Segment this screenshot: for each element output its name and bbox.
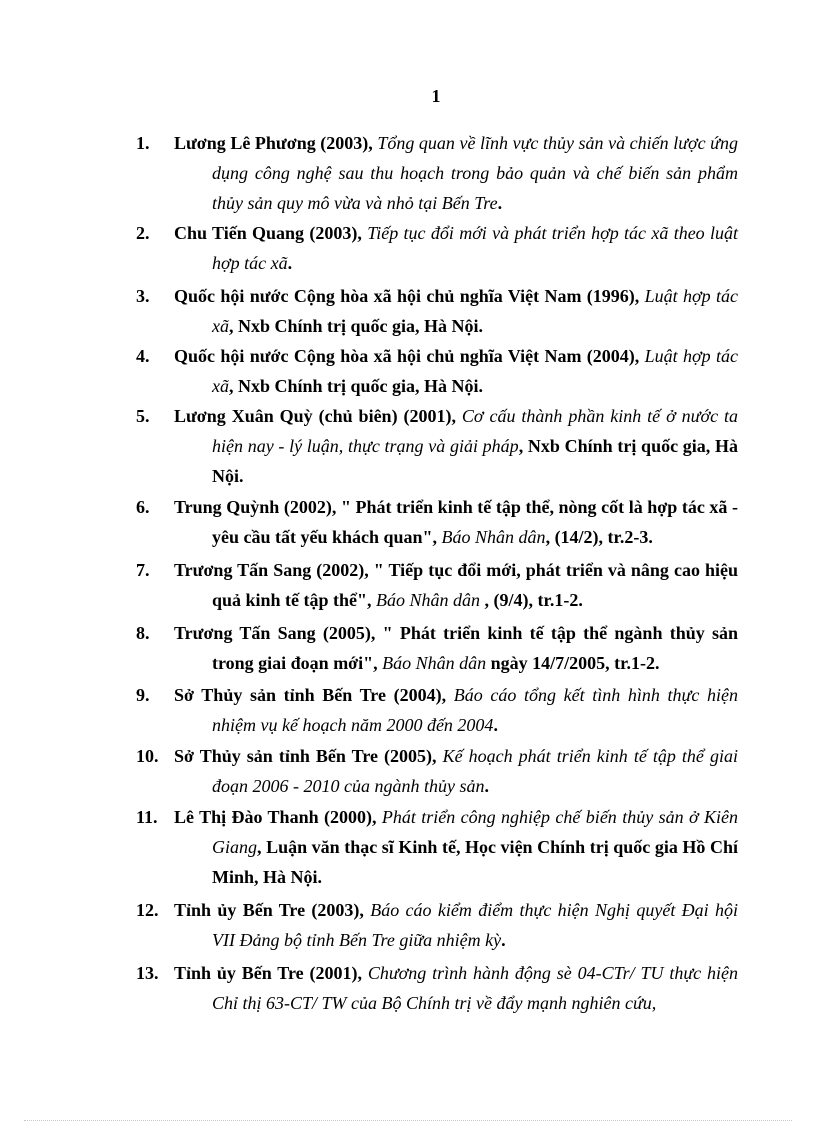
reference-author: Tỉnh ủy Bến Tre (2001), [174, 963, 368, 983]
reference-author: Lương Lê Phương (2003), [174, 133, 378, 153]
reference-title: Chương trình hành động sè 04-CTr/ TU thực hiện Chỉ thị 63-CT/ TW của Bộ Chính trị về đẩy mạnh nghiên cứu, [212, 963, 738, 1013]
reference-title: Tổng quan về lĩnh vực thủy sản và chiến lược ứng dụng công nghệ sau thu hoạch trong bảo quản và chế biến sản phẩm thủy sản quy mô vừa và nhỏ tại Bến Tre [212, 133, 738, 213]
reference-publisher: , (14/2), tr.2-3. [545, 527, 653, 547]
reference-title: Luật hợp tác xã [212, 286, 739, 336]
reference-number: 12. [136, 900, 159, 920]
reference-item [136, 218, 738, 278]
reference-item [136, 128, 738, 218]
reference-number: 8. [136, 623, 150, 643]
reference-title: Phát triển công nghiệp chế biến thủy sản ở Kiên Giang [212, 807, 738, 857]
reference-title: Báo cáo kiểm điểm thực hiện Nghị quyết Đại hội VII Đảng bộ tỉnh Bến Tre giữa nhiệm kỳ [212, 900, 738, 950]
page-number: 1 [431, 86, 441, 106]
reference-title: Báo Nhân dân [376, 590, 481, 610]
reference-number: 13. [136, 963, 159, 983]
reference-author: Trương Tấn Sang (2002), " Tiếp tục đổi mới, phát triển và nâng cao hiệu quả kinh tế tập thể", [174, 560, 738, 610]
reference-author: Quốc hội nước Cộng hòa xã hội chủ nghĩa Việt Nam (2004), [174, 346, 645, 366]
reference-item [136, 281, 738, 341]
reference-item [136, 401, 738, 491]
reference-publisher: . [501, 930, 506, 950]
reference-item [136, 341, 738, 401]
reference-publisher: . [493, 715, 498, 735]
reference-number: 11. [136, 807, 158, 827]
reference-item [136, 492, 738, 552]
reference-publisher: ngày 14/7/2005, tr.1-2. [486, 653, 660, 673]
reference-publisher: , Nxb Chính trị quốc gia, Hà Nội. [212, 436, 738, 486]
reference-item [136, 958, 738, 1018]
reference-item [136, 680, 738, 740]
page-bottom-divider [24, 1120, 792, 1121]
reference-number: 9. [136, 685, 150, 705]
reference-number: 2. [136, 223, 150, 243]
reference-item [136, 741, 738, 801]
reference-title: Kế hoạch phát triển kinh tế tập thể giai đoạn 2006 - 2010 của ngành thủy sản [212, 746, 738, 796]
reference-title: Tiếp tục đổi mới và phát triển hợp tác xã theo luật hợp tác xã [212, 223, 739, 273]
reference-publisher: . [287, 253, 293, 273]
reference-author: Chu Tiến Quang (2003), [174, 223, 368, 243]
reference-author: Lương Xuân Quỳ (chủ biên) (2001), [174, 406, 462, 426]
reference-number: 4. [136, 346, 150, 366]
reference-publisher: , Nxb Chính trị quốc gia, Hà Nội. [229, 316, 484, 336]
reference-author: Trung Quỳnh (2002), " Phát triển kinh tế tập thể, nòng cốt là hợp tác xã - yêu cầu tất yếu khách quan", [174, 497, 738, 547]
reference-number: 1. [136, 133, 150, 153]
reference-title: Cơ cấu thành phần kinh tế ở nước ta hiện nay - lý luận, thực trạng và giải pháp [212, 406, 738, 456]
reference-item [136, 802, 738, 892]
reference-number: 10. [136, 746, 159, 766]
reference-item [136, 555, 738, 615]
reference-author: Trương Tấn Sang (2005), " Phát triển kinh tế tập thể ngành thủy sản trong giai đoạn mới", [174, 623, 738, 673]
reference-author: Quốc hội nước Cộng hòa xã hội chủ nghĩa Việt Nam (1996), [174, 286, 645, 306]
reference-title: Báo Nhân dân [441, 527, 546, 547]
reference-publisher: . [484, 776, 489, 796]
reference-author: Sở Thủy sản tỉnh Bến Tre (2004), [174, 685, 454, 705]
reference-item [136, 895, 738, 955]
reference-item [136, 618, 738, 678]
reference-publisher: . [497, 193, 503, 213]
reference-publisher: , Luận văn thạc sĩ Kinh tế, Học viện Chính trị quốc gia Hồ Chí Minh, Hà Nội. [212, 837, 738, 887]
reference-number: 5. [136, 406, 150, 426]
reference-title: Luật hợp tác xã [212, 346, 739, 396]
reference-title: Báo cáo tổng kết tình hình thực hiện nhiệm vụ kế hoạch năm 2000 đến 2004 [212, 685, 738, 735]
reference-title: Báo Nhân dân [382, 653, 487, 673]
reference-number: 6. [136, 497, 150, 517]
reference-author: Lê Thị Đào Thanh (2000), [174, 807, 382, 827]
reference-publisher: , Nxb Chính trị quốc gia, Hà Nội. [229, 376, 484, 396]
reference-author: Sở Thủy sản tỉnh Bến Tre (2005), [174, 746, 443, 766]
reference-number: 3. [136, 286, 150, 306]
reference-publisher: , (9/4), tr.1-2. [480, 590, 583, 610]
reference-number: 7. [136, 560, 150, 580]
reference-list [136, 128, 738, 1018]
reference-author: Tỉnh ủy Bến Tre (2003), [174, 900, 371, 920]
